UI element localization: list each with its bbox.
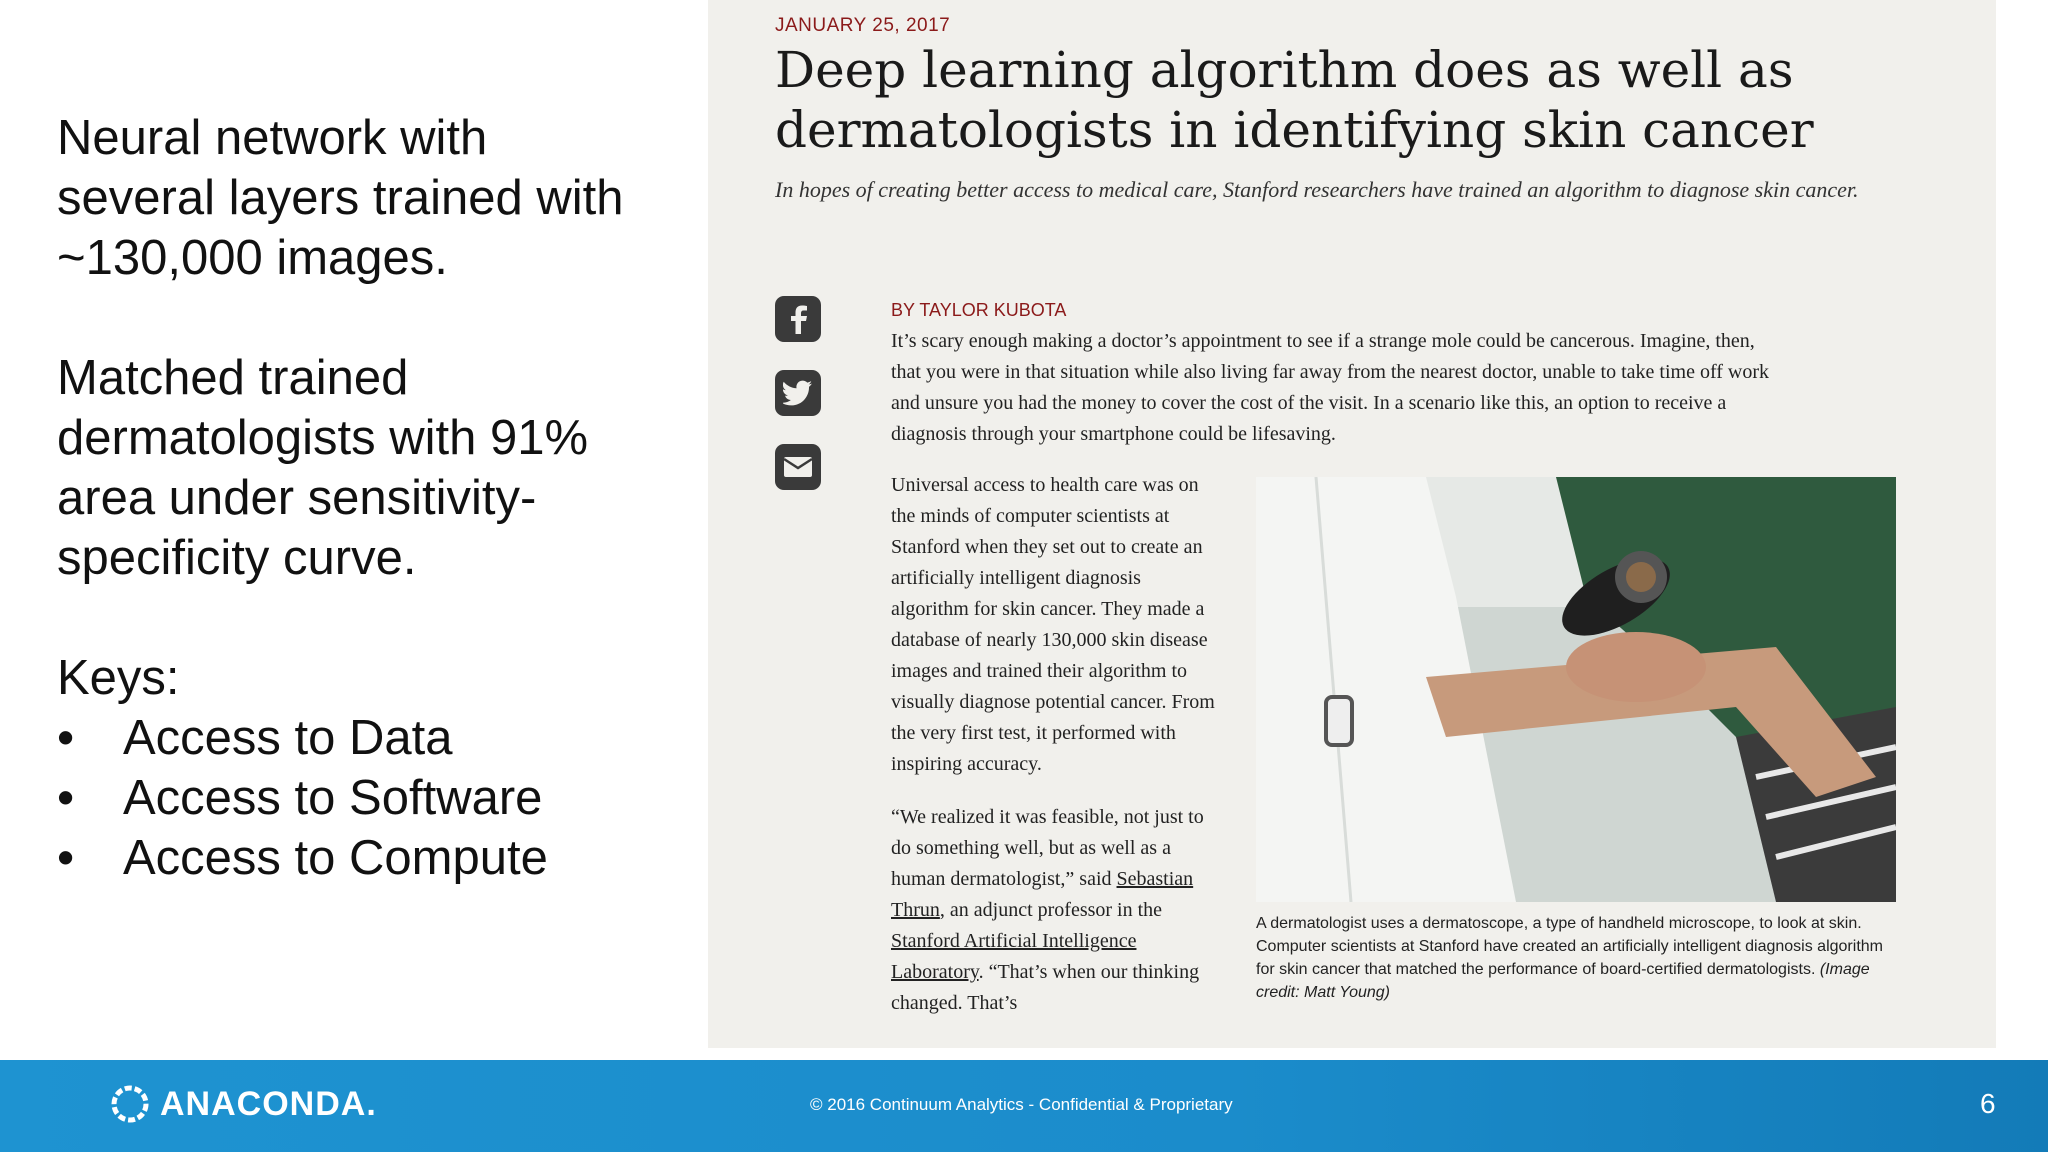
keys-list-item (57, 828, 657, 888)
keys-heading: Keys: (57, 651, 180, 705)
sebastian-thrun-link[interactable]: Sebastian Thrun (891, 868, 1194, 921)
logo-wordmark: ANACONDA. (160, 1084, 377, 1123)
email-share-button[interactable] (775, 444, 821, 490)
twitter-share-button[interactable] (775, 370, 821, 416)
article-screenshot (708, 0, 1996, 1048)
key-label: Access to Compute (123, 831, 548, 885)
text-run: “We realized it was feasible, not just to do something well, but as well as a human dermatologist,” said (891, 806, 1204, 890)
photo-illustration (1256, 477, 1896, 902)
article-byline: BY TAYLOR KUBOTA (891, 300, 1067, 320)
bullet: • (57, 831, 75, 885)
slide-paragraph-training: Neural network with several layers trained with ~130,000 images. (57, 111, 624, 285)
anaconda-logo (108, 1082, 377, 1126)
keys-list (57, 708, 657, 888)
article-paragraph (891, 802, 1221, 1019)
article-body (891, 470, 1221, 1041)
caption-text: A dermatologist uses a dermatoscope, a type of handheld microscope, to look at skin. Computer scientists at Stanford have created an artificially intelligent diagnosis algorithm for skin cancer that matched the performance of board-certified dermatologists. (1256, 915, 1883, 978)
key-label: Access to Data (123, 711, 453, 765)
article-date: JANUARY 25, 2017 (775, 15, 951, 36)
article-subhead: In hopes of creating better access to medical care, Stanford researchers have trained an algorithm to diagnose skin cancer. (775, 177, 1859, 202)
facebook-icon (785, 304, 811, 334)
bullet: • (57, 771, 75, 825)
article-paragraph: Universal access to health care was on the minds of computer scientists at Stanford when they set out to create an artificially intelligent diagnosis algorithm for skin cancer. They made a database of nearly 130,000 skin disease images and trained their algorithm to visually diagnose potential cancer. From the very first test, it performed with inspiring accuracy. (891, 474, 1215, 775)
text-run: . “That’s when our thinking changed. That’s (891, 961, 1200, 1014)
keys-list-item (57, 708, 657, 768)
share-buttons (775, 296, 821, 518)
slide-text (57, 108, 657, 888)
email-icon (783, 456, 813, 478)
article-lede: It’s scary enough making a doctor’s appointment to see if a strange mole could be cancerous. Imagine, then, that you were in that situation while also living far away from the nearest doctor, unable to take time off work and unsure you had the money to cover the cost of the visit. In a scenario like this, an option to receive a diagnosis through your smartphone could be lifesaving. (891, 330, 1770, 445)
slide-paragraph-results: Matched trained dermatologists with 91% area under sensitivity-specificity curve. (57, 351, 589, 585)
photo-caption (1256, 912, 1896, 1004)
key-label: Access to Software (123, 771, 543, 825)
facebook-share-button[interactable] (775, 296, 821, 342)
copyright-notice: © 2016 Continuum Analytics - Confidential & Proprietary (810, 1095, 1233, 1114)
bullet: • (57, 711, 75, 765)
page-number: 6 (1980, 1088, 1996, 1119)
keys-list-item (57, 768, 657, 828)
dermatoscope-photo (1256, 477, 1896, 902)
slide-footer (0, 1060, 2048, 1152)
twitter-icon (783, 380, 813, 406)
anaconda-ring-icon (108, 1082, 152, 1126)
article-headline: Deep learning algorithm does as well as dermatologists in identifying skin cancer (775, 41, 1814, 159)
text-run: , an adjunct professor in the (939, 899, 1163, 921)
stanford-ai-lab-link[interactable]: Stanford Artificial Intelligence Laboratory (891, 930, 1137, 983)
image-credit: (Image credit: Matt Young) (1256, 961, 1870, 1001)
